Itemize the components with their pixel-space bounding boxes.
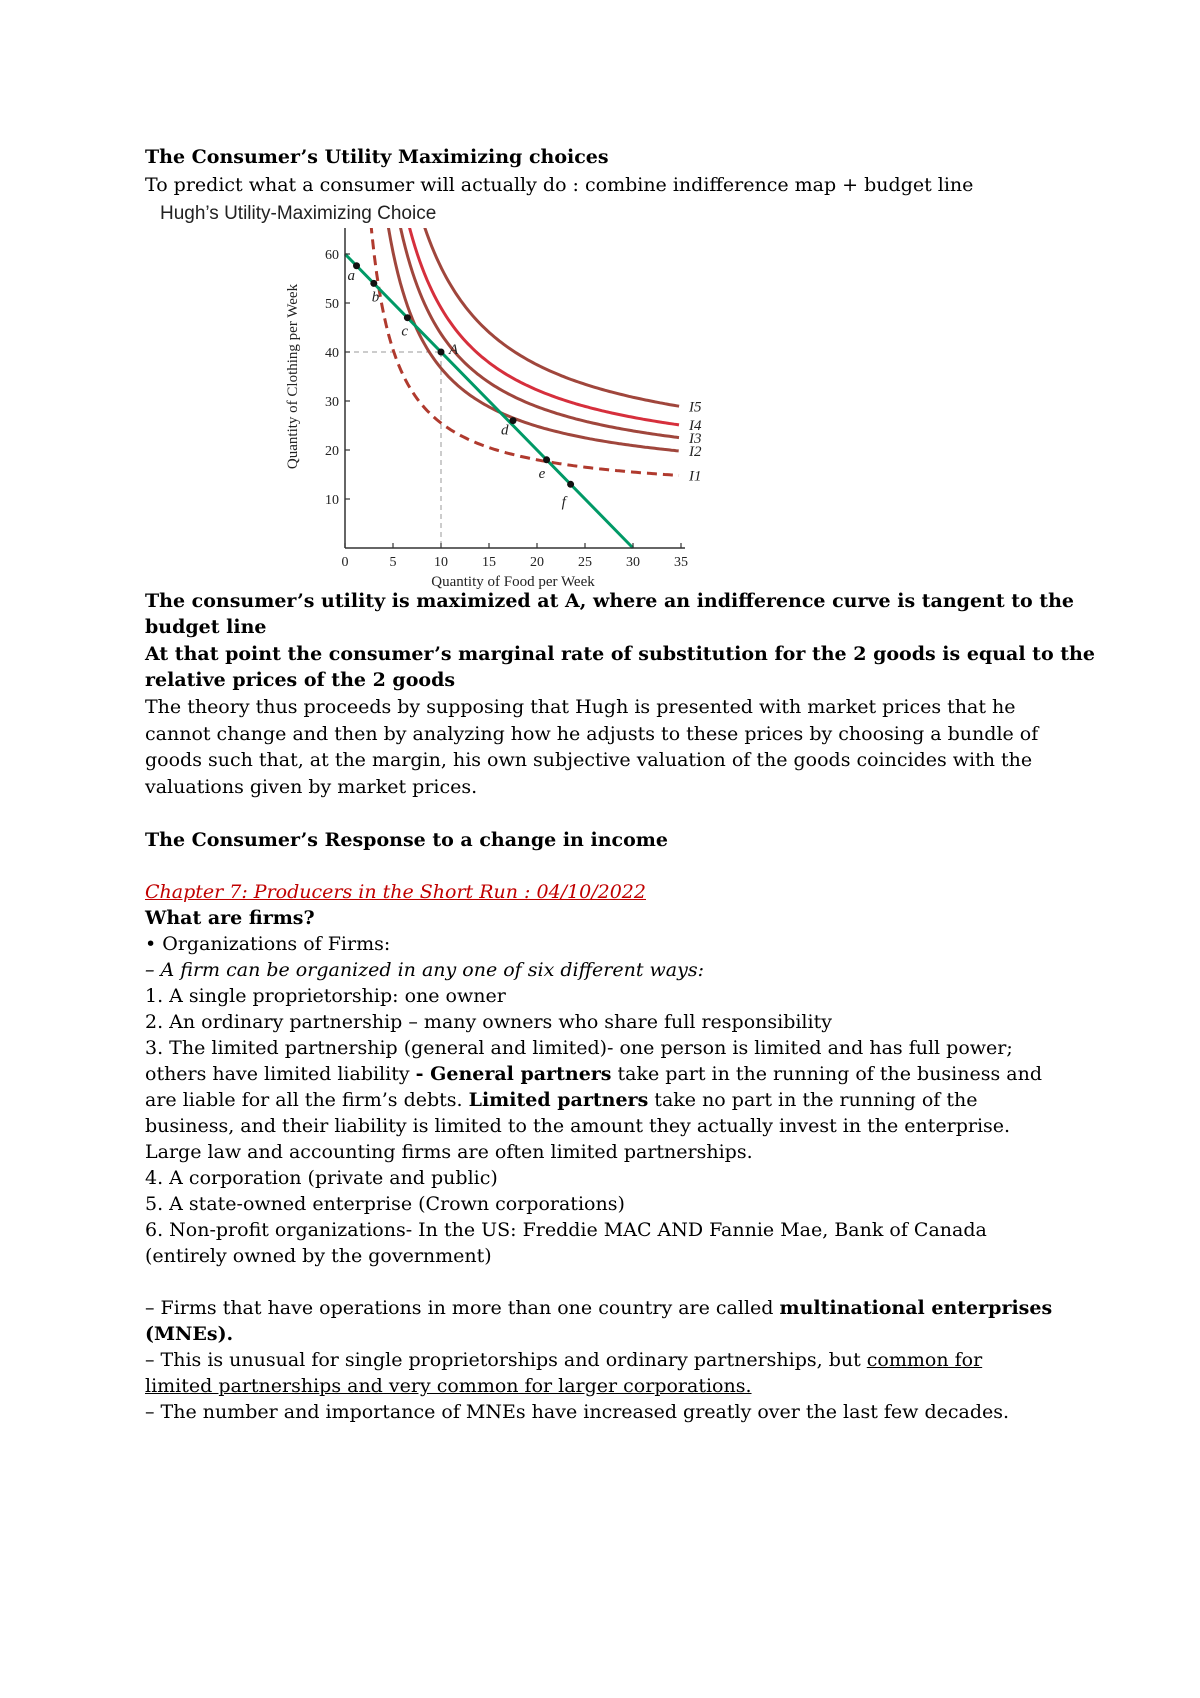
mne-term: multinational enterprises [779,1297,1053,1319]
list-item-4: 4. A corporation (private and public) [145,1167,498,1189]
list-item-6b: (entirely owned by the government) [145,1245,492,1267]
list-item-6a: 6. Non-profit organizations- In the US: Freddie MAC AND Fannie Mae, Bank of Canada [145,1219,987,1241]
paragraph-line-1: The theory thus proceeds by supposing that Hugh is presented with market prices that he [145,696,1016,718]
indifference-curve-i4 [398,228,679,425]
list-item-3c [145,1086,1075,1114]
indifference-chart [285,228,705,638]
mne-line-3 [145,1346,1075,1374]
curve-label: I4 [689,418,702,435]
conclusion-line-1: The consumer’s utility is maximized at A, where an indifference curve is tangent to the [145,590,1074,612]
curve-label: I5 [689,399,702,416]
list-item-3b [145,1060,1075,1088]
text-span: take part in the running of the business and [611,1063,1043,1085]
list-item-3a: 3. The limited partnership (general and limited)- one person is limited and has full power; [145,1037,1013,1059]
point-label: d [501,422,509,439]
x-tick-label: 25 [578,555,592,570]
point-label: a [347,267,356,284]
mne-line-5: – The number and importance of MNEs have increased greatly over the last few decades. [145,1401,1010,1423]
chart-ylabel: Quantity of Clothing per Week [285,283,301,470]
conclusion-line-3: At that point the consumer’s marginal rate of substitution for the 2 goods is equal to the [145,643,1095,665]
x-tick-label: 5 [389,555,397,570]
y-tick-label: 30 [325,395,339,410]
paragraph-line-3: goods such that, at the margin, his own subjective valuation of the goods coincides with the [145,749,1033,771]
text-span: – This is unusual for single proprietorships and ordinary partnerships, but [145,1349,867,1371]
indifference-curve-i3 [391,228,679,438]
y-tick-label: 10 [325,493,339,508]
section-heading-income: The Consumer’s Response to a change in income [145,829,668,851]
point-label: f [561,494,566,511]
paragraph-line-2: cannot change and then by analyzing how he adjusts to these prices by choosing a bundle of [145,723,1039,745]
list-item-3e: Large law and accounting firms are often limited partnerships. [145,1141,753,1163]
list-item-2: 2. An ordinary partnership – many owners who share full responsibility [145,1011,832,1033]
six-ways-note: – A firm can be organized in any one of six different ways: [145,959,704,981]
x-tick-label: 30 [626,555,640,570]
point-c [404,314,411,321]
point-label: b [371,289,380,306]
point-d [510,417,517,424]
budget-line [345,254,633,548]
point-label: A [449,342,459,358]
mne-line-1 [145,1294,1075,1322]
point-label: e [538,465,546,482]
y-tick-label: 60 [325,248,339,263]
indifference-curve-i1 [367,228,679,475]
x-tick-label: 35 [674,555,688,570]
point-A [438,349,445,356]
point-f [567,481,574,488]
chapter-title: Chapter 7: Producers in the Short Run : 04/10/2022 [145,881,646,903]
x-tick-label: 10 [434,555,448,570]
firms-question: What are firms? [145,907,315,929]
mne-line-4: limited partnerships and very common for larger corporations. [145,1375,752,1397]
limited-partners-term: Limited partners [468,1089,649,1111]
x-tick-label: 20 [530,555,544,570]
conclusion-line-2: budget line [145,616,267,638]
text-span: take no part in the running of the [648,1089,978,1111]
conclusion-line-4: relative prices of the 2 goods [145,669,456,691]
paragraph-line-4: valuations given by market prices. [145,776,478,798]
y-tick-label: 50 [325,297,339,312]
point-e [543,456,550,463]
curve-label: I1 [689,468,702,485]
text-span: others have limited liability [145,1063,416,1085]
y-tick-label: 20 [325,444,339,459]
text-span: are liable for all the firm’s debts. [145,1089,469,1111]
list-item-3d: business, and their liability is limited to the amount they actually invest in the enterprise. [145,1115,1011,1137]
point-label: c [401,323,409,340]
mne-line-2: (MNEs). [145,1323,234,1345]
list-item-1: 1. A single proprietorship: one owner [145,985,506,1007]
text-span: – Firms that have operations in more than one country are called [145,1297,780,1319]
list-item-5: 5. A state-owned enterprise (Crown corporations) [145,1193,625,1215]
underlined-text: common for [866,1349,983,1371]
curve-label: I2 [689,444,702,461]
y-tick-label: 40 [325,346,339,361]
chart-xlabel: Quantity of Food per Week [431,574,595,590]
figure-title: Hugh’s Utility-Maximizing Choice [160,203,437,224]
point-b [370,280,377,287]
x-tick-label: 0 [341,555,349,570]
general-partners-term: - General partners [415,1063,612,1085]
curve-label: I3 [689,430,702,447]
intro-text: To predict what a consumer will actually do : combine indifference map + budget line [145,174,974,196]
x-tick-label: 15 [482,555,496,570]
section-heading-utility: The Consumer’s Utility Maximizing choices [145,146,609,168]
bullet-organizations: • Organizations of Firms: [145,933,391,955]
